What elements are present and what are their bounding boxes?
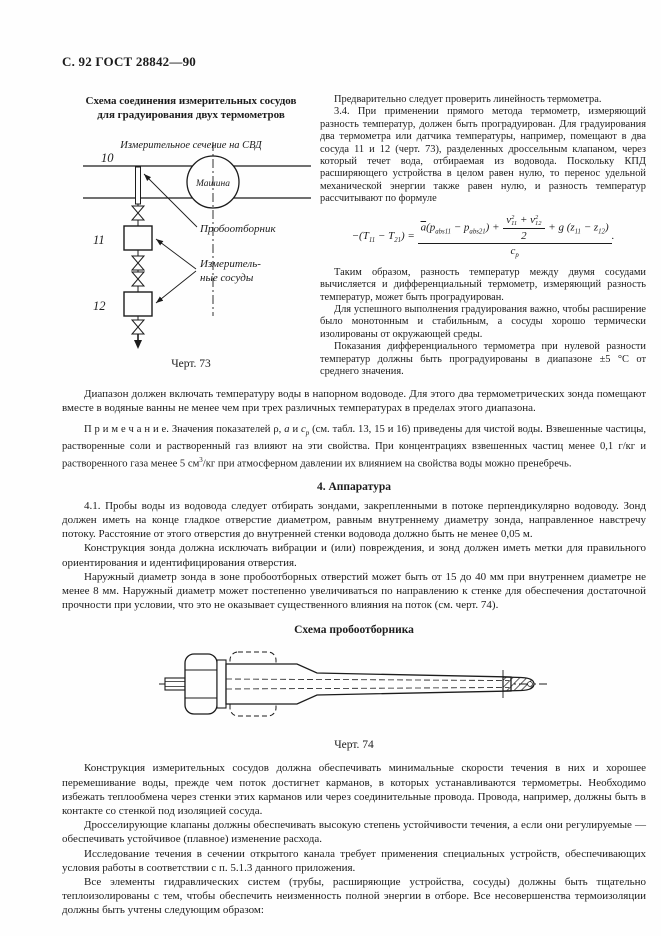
para-outer-diameter: Наружный диаметр зонда в зоне пробоотборных отверстий может быть от 15 до 40 мм при внутреннем диаметре не менее 8 мм. Наружный диаметр может постепенно увеличиваться по направлению к стенке для обеспечения достаточной прочности при условии, что это не оказывает существенного влияния на поток (см. черт. 74).	[62, 570, 646, 612]
para-linearity: Предварительно следует проверить линейность термометра.	[334, 94, 602, 105]
probe-collar	[217, 660, 226, 708]
sampler-tube	[136, 167, 141, 204]
para-4-1: 4.1. Пробы воды из водовода следует отбирать зондами, закрепленными в потоке перпендикулярно водоводу. Зонд должен иметь на конце гладкое отверстие диаметром, равным внутреннему диаметру зонда, направленное навстречу потоку. Расстояние от этого отверстия до внутренней стенки водовода должно быть не менее 0,05 м.	[62, 499, 646, 541]
vessels-leader-line-1	[156, 239, 196, 269]
label-sampler: Пробоотборник	[200, 223, 276, 235]
vessels-leader-line-2	[156, 271, 196, 303]
para-differential-readings: Показания дифференциального термометра при нулевой разности температур должны быть проградуированы в диапазоне ±5 °С от среднего значения.	[320, 341, 646, 378]
figure-74-diagram	[159, 642, 549, 726]
probe-thread-stub	[165, 678, 185, 690]
figure-74-block	[62, 624, 646, 751]
valve-1	[132, 206, 144, 220]
figure-73-caption: Черт. 73	[171, 358, 211, 370]
figure-73-block	[62, 94, 320, 379]
vessel-12	[124, 292, 152, 316]
para-3-4: 3.4. При применении прямого метода термометр, измеряющий разность температур, должен быть проградуирован. Для градуирования два термометра или датчика температуры, например, помещают в два сосуда 11 и 12 (черт. 73), разделенных дроссельным клапаном, через который течет вода, отбираемая из водовода. Поскольку КПД расширяющего устройства в целом равен нулю, то перенос удельной механической энергии также равен нулю, и разность температур рассчитывают по формуле	[320, 106, 646, 205]
figure-74-title: Схема пробоотборника	[294, 624, 414, 637]
para-range: Диапазон должен включать температуру воды в напорном водоводе. Для этого два термометрических зонда помещают вместе в водяные ванны не менее чем при трех различных температурах в пределах этого диапазона.	[62, 387, 646, 414]
figure-73-title: Схема соединения измерительных сосудов для градуирования двух термометров	[85, 95, 297, 121]
section-4-heading: 4. Аппаратура	[316, 480, 392, 493]
valve-2	[132, 256, 144, 270]
probe-body	[226, 664, 511, 704]
tip-orifice	[528, 682, 533, 687]
valve-4	[132, 320, 144, 334]
para-calibration-important: Для успешного выполнения градуирования важно, чтобы расширение было монотонным и стабильным, а сосуды хорошо термически изолированы от окружающей среды.	[320, 304, 646, 340]
full-width-section	[62, 387, 646, 918]
outlet-arrowhead	[134, 340, 142, 349]
right-text-column	[320, 94, 646, 379]
page-header: С. 92 ГОСТ 28842—90	[62, 54, 196, 69]
para-probe-design: Конструкция зонда должна исключать вибрации и (или) повреждения, и зонд должен иметь метки для правильного ориентирования и идентифицирования отверстия.	[62, 542, 646, 569]
para-vessel-design: Конструкция измерительных сосудов должна обеспечивать минимальные скорости течения в них и хорошее перемешивание воды, прежде чем поток достигнет карманов, в которых устанавливаются термометры. Необходимо избежать теплообмена через стенки этих карманов или через соединительные провода. Провода, например, должны быть в контакте со стенкой под изоляцией сосуда.	[62, 762, 646, 817]
figure-73-diagram	[63, 136, 319, 350]
para-throttle-valves: Дросселирующие клапаны должны обеспечивать высокую степень устойчивости течения, а если они регулируемые — обеспечивать устойчивое (плавное) изменение расхода.	[62, 819, 646, 846]
para-thus: Таким образом, разность температур между двумя сосудами вычисляется и дифференциальный термометр, измеряющий разность температур, может быть проградуирован.	[320, 266, 646, 303]
label-11: 11	[93, 233, 105, 247]
label-measuring-vessels-1: Измеритель-	[200, 258, 261, 270]
bottom-text-section	[62, 761, 646, 917]
two-column-section	[62, 94, 646, 379]
label-12: 12	[93, 299, 106, 313]
label-machine: Машина	[196, 179, 230, 189]
label-measuring-section: Измерительное сечение на СВД	[120, 140, 262, 151]
label-measuring-vessels-2: ные сосуды	[200, 272, 254, 284]
valve-3	[132, 272, 144, 286]
figure-74-caption: Черт. 74	[334, 739, 374, 752]
formula-temperature-difference: $-(T_{11} - T_{21})$ = $\overline{a}(p_{abs11} - p_{abs21})$ + v 2 11 + v 2 12 2 + g $(z_{11} - z_{12})$ $c_p$ .	[351, 213, 615, 259]
para-open-channel: Исследование течения в сечении открытого канала требует применения специальных устройств, обеспечивающих условия работы в соответствии с п. 5.1.3 данного приложения.	[62, 847, 646, 874]
probe-hex-nut	[185, 654, 217, 714]
label-10: 10	[101, 151, 114, 165]
note-paragraph: П р и м е ч а н и е. Значения показателей ρ, а и $c_p$ (см. табл. 13, 15 и 16) приведены для чистой воды. Взвешенные частицы, растворенные соли и растворенный газ влияют на эти свойства. При концентрациях взвешенных частиц менее 0,1 г/кг и растворенного газа менее 5 $см^3/кг$ при атмосферном давлении их влиянием на свойства воды можно пренебречь.	[62, 423, 647, 470]
para-hydraulic-elements: Все элементы гидравлических систем (трубы, расширяющие устройства, сосуды) должны быть тщательно теплоизолированы с тем, чтобы обеспечить неизменность полной энергии в отборе. Все несовершенства термоизоляции должны быть учтены следующим образом:	[62, 876, 646, 917]
vessel-11	[124, 226, 152, 250]
